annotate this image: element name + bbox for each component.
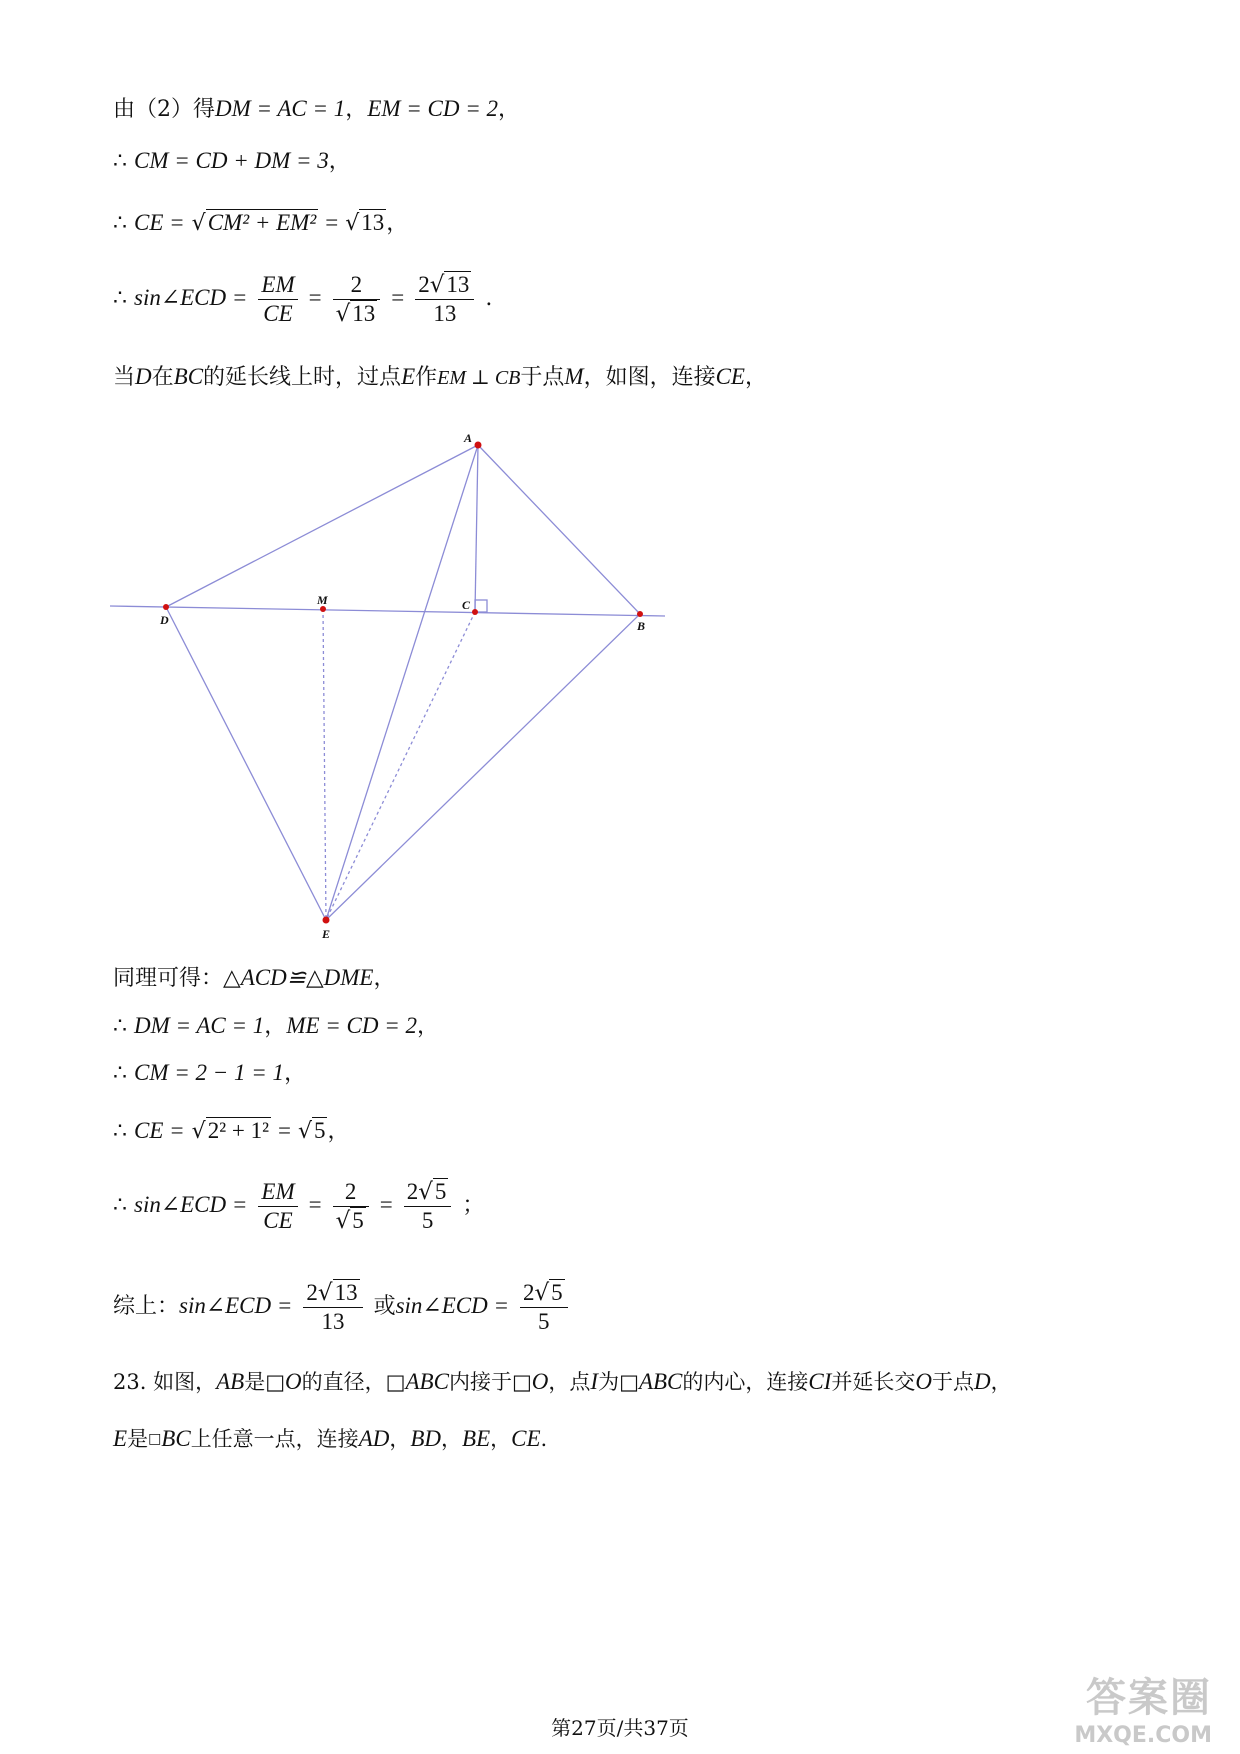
numerator: 2 xyxy=(333,271,381,300)
equation: sin∠ECD = xyxy=(134,285,248,310)
text: 上任意一点，连接 xyxy=(190,1427,359,1451)
text: 的直径， xyxy=(301,1370,386,1394)
equation: sin∠ECD = xyxy=(134,1192,248,1217)
coefficient: 2 xyxy=(522,1279,535,1305)
sqrt-icon: √ xyxy=(335,300,351,327)
var: E xyxy=(113,1426,128,1451)
var: ABC xyxy=(405,1369,449,1394)
var: CE xyxy=(511,1426,541,1451)
punct: ， xyxy=(386,211,409,236)
radicand: 5 xyxy=(313,1118,326,1143)
var: BE xyxy=(462,1426,491,1451)
therefore-symbol: ∴ xyxy=(113,149,127,174)
text: 在 xyxy=(151,365,174,390)
segment-be xyxy=(326,614,640,920)
text: 为 xyxy=(598,1370,620,1394)
punct: ； xyxy=(462,1193,485,1218)
text: ，点 xyxy=(548,1370,591,1394)
sqrt-icon: √ xyxy=(418,1178,433,1205)
punct: ， xyxy=(441,1427,463,1451)
text: 作 xyxy=(415,365,438,390)
equals: = xyxy=(277,1118,291,1143)
fraction xyxy=(258,1178,297,1235)
text: 23. 如图， xyxy=(113,1370,217,1394)
sqrt-icon: √ xyxy=(297,1119,312,1144)
var: D xyxy=(135,364,152,389)
text: 综上： xyxy=(113,1294,180,1319)
text: 于点 xyxy=(520,365,565,390)
numerator: EM xyxy=(258,1178,297,1207)
therefore-symbol: ∴ xyxy=(113,211,127,236)
sqrt-icon: √ xyxy=(191,211,206,236)
segment-ac xyxy=(475,445,478,612)
punct: ， xyxy=(417,1014,440,1039)
solution-line-9 xyxy=(113,1116,350,1147)
var: BC xyxy=(161,1426,191,1451)
text: 同理可得： xyxy=(113,966,224,991)
punct: ， xyxy=(744,365,767,390)
text: 的延长线上时，过点 xyxy=(203,365,402,390)
radicand: CM² + EM² xyxy=(207,210,317,235)
radicand: 5 xyxy=(551,1279,563,1305)
var: CI xyxy=(808,1369,832,1394)
fraction xyxy=(303,1279,362,1336)
radicand: 13 xyxy=(361,210,385,235)
label-b: B xyxy=(637,619,646,633)
segment-ab xyxy=(478,445,640,614)
var: BC xyxy=(173,364,204,389)
var: ABC xyxy=(638,1369,683,1394)
therefore-symbol: ∴ xyxy=(113,1193,127,1218)
denominator: 13 xyxy=(321,1308,345,1334)
var: O xyxy=(531,1369,549,1394)
equals: = xyxy=(308,285,322,310)
var: O xyxy=(285,1369,302,1394)
watermark-en: MXQE.COM xyxy=(1074,1723,1212,1748)
missing-glyph-icon: □ xyxy=(265,1370,286,1394)
therefore-symbol: ∴ xyxy=(113,286,127,311)
equation: CM = CD + DM = 3 xyxy=(134,148,329,173)
denominator: 5 xyxy=(421,1207,434,1233)
therefore-symbol: ∴ xyxy=(113,1014,127,1039)
radicand: 5 xyxy=(434,1178,447,1204)
punct: . xyxy=(485,286,493,311)
segment-ce xyxy=(326,612,475,920)
radicand: 5 xyxy=(352,1207,364,1233)
equation: CM = 2 − 1 = 1 xyxy=(134,1060,285,1085)
var: I xyxy=(590,1369,599,1394)
solution-line-7 xyxy=(113,1011,439,1042)
equation: CE = xyxy=(134,210,185,235)
solution-line-10 xyxy=(113,1175,484,1236)
point-a xyxy=(475,442,482,449)
var: E xyxy=(401,364,416,389)
fraction xyxy=(415,271,474,328)
solution-line-6 xyxy=(113,963,396,994)
numerator xyxy=(520,1279,568,1308)
point-e xyxy=(323,917,330,924)
sqrt-icon: √ xyxy=(317,1279,333,1306)
denominator: CE xyxy=(263,300,293,326)
punct: ， xyxy=(990,1370,1012,1394)
radicand: 13 xyxy=(352,300,376,326)
equals: = xyxy=(391,285,405,310)
numerator: EM xyxy=(258,271,297,300)
punct: ， xyxy=(264,1014,287,1039)
problem-23-line-2 xyxy=(113,1424,547,1454)
equation: sin∠ECD = xyxy=(179,1293,293,1318)
numerator xyxy=(404,1178,452,1207)
point-c xyxy=(472,609,478,615)
text: 内接于 xyxy=(448,1370,512,1394)
point-d xyxy=(163,604,169,610)
text: ，如图，连接 xyxy=(583,365,716,390)
label-d: D xyxy=(160,613,169,627)
label-m: M xyxy=(317,593,328,607)
equation: DM = AC = 1 xyxy=(134,1013,265,1038)
equals: = xyxy=(308,1192,322,1217)
missing-glyph-icon: □ xyxy=(619,1370,639,1394)
fraction xyxy=(333,271,381,328)
equation: EM = CD = 2 xyxy=(367,96,499,121)
punct: ， xyxy=(345,97,368,122)
fraction xyxy=(333,1178,369,1235)
arc-icon: □ xyxy=(148,1431,162,1447)
segment-de xyxy=(166,607,326,920)
problem-23-line-1 xyxy=(113,1367,1012,1397)
equation: sin∠ECD = xyxy=(395,1293,509,1318)
var: CE xyxy=(715,364,745,389)
solution-line-1 xyxy=(113,94,520,125)
text: 由（2）得 xyxy=(113,97,215,122)
watermark-logo xyxy=(1074,1666,1212,1748)
text: 或 xyxy=(373,1294,396,1319)
solution-line-2 xyxy=(113,146,351,177)
punct: ， xyxy=(328,149,351,174)
var: AD xyxy=(358,1426,390,1451)
label-c: C xyxy=(462,598,471,612)
radicand: 2² + 1² xyxy=(207,1118,269,1143)
text: 是 xyxy=(127,1427,149,1451)
punct: ， xyxy=(327,1119,350,1144)
punct: ， xyxy=(373,966,396,991)
text: 于点 xyxy=(932,1370,975,1394)
radicand: 13 xyxy=(446,271,470,297)
equals: = xyxy=(325,210,339,235)
therefore-symbol: ∴ xyxy=(113,1061,127,1086)
denominator: 5 xyxy=(538,1308,550,1334)
fraction xyxy=(258,271,297,328)
coefficient: 2 xyxy=(406,1178,419,1204)
therefore-symbol: ∴ xyxy=(113,1119,127,1144)
label-e: E xyxy=(322,927,331,941)
sqrt-icon: √ xyxy=(335,1207,351,1234)
denominator xyxy=(333,1207,369,1235)
var: M xyxy=(564,364,584,389)
sqrt-icon: √ xyxy=(534,1279,550,1306)
denominator: 13 xyxy=(433,300,457,326)
denominator: CE xyxy=(263,1207,293,1233)
numerator xyxy=(303,1279,362,1308)
watermark-cn: 答案圈 xyxy=(1086,1675,1212,1721)
geometry-figure xyxy=(110,430,680,950)
var: BD xyxy=(410,1426,442,1451)
equals: = xyxy=(379,1192,393,1217)
text: 当 xyxy=(113,365,136,390)
fraction xyxy=(520,1279,568,1336)
var: O xyxy=(915,1369,933,1394)
punct: ， xyxy=(498,97,521,122)
missing-glyph-icon: □ xyxy=(385,1370,406,1394)
page-footer: 第27页/共37页 xyxy=(551,1716,689,1740)
segment-me xyxy=(323,609,326,920)
equation: CE = xyxy=(134,1118,185,1143)
solution-line-3 xyxy=(113,208,408,239)
punct: ， xyxy=(490,1427,512,1451)
numerator xyxy=(415,271,474,300)
text: 的内心，连接 xyxy=(682,1370,809,1394)
segment-ae xyxy=(326,445,478,920)
point-b xyxy=(637,611,643,617)
radicand: 13 xyxy=(334,1279,358,1305)
equation: △ACD≌△DME xyxy=(223,965,374,990)
punct: . xyxy=(540,1427,548,1451)
segment-da xyxy=(166,445,478,607)
numerator: 2 xyxy=(333,1178,369,1207)
punct: ， xyxy=(389,1427,411,1451)
solution-line-8 xyxy=(113,1058,306,1089)
sqrt-icon: √ xyxy=(191,1119,206,1144)
fraction xyxy=(404,1178,452,1235)
line-db xyxy=(110,606,665,616)
var: D xyxy=(974,1369,991,1394)
equation: EM ⊥ CB xyxy=(437,367,521,389)
text: 是 xyxy=(244,1370,266,1394)
sqrt-icon: √ xyxy=(429,271,445,298)
solution-line-11 xyxy=(113,1276,572,1337)
denominator xyxy=(333,300,381,328)
solution-line-5 xyxy=(113,362,767,393)
coefficient: 2 xyxy=(418,271,430,297)
punct: ， xyxy=(284,1061,307,1086)
sqrt-icon: √ xyxy=(345,211,360,236)
coefficient: 2 xyxy=(306,1279,318,1305)
solution-line-4 xyxy=(113,268,492,329)
missing-glyph-icon: □ xyxy=(511,1370,532,1394)
equation: DM = AC = 1 xyxy=(215,96,346,121)
text: 并延长交 xyxy=(831,1370,916,1394)
equation: ME = CD = 2 xyxy=(286,1013,418,1038)
var: AB xyxy=(216,1369,245,1394)
label-a: A xyxy=(464,431,473,445)
